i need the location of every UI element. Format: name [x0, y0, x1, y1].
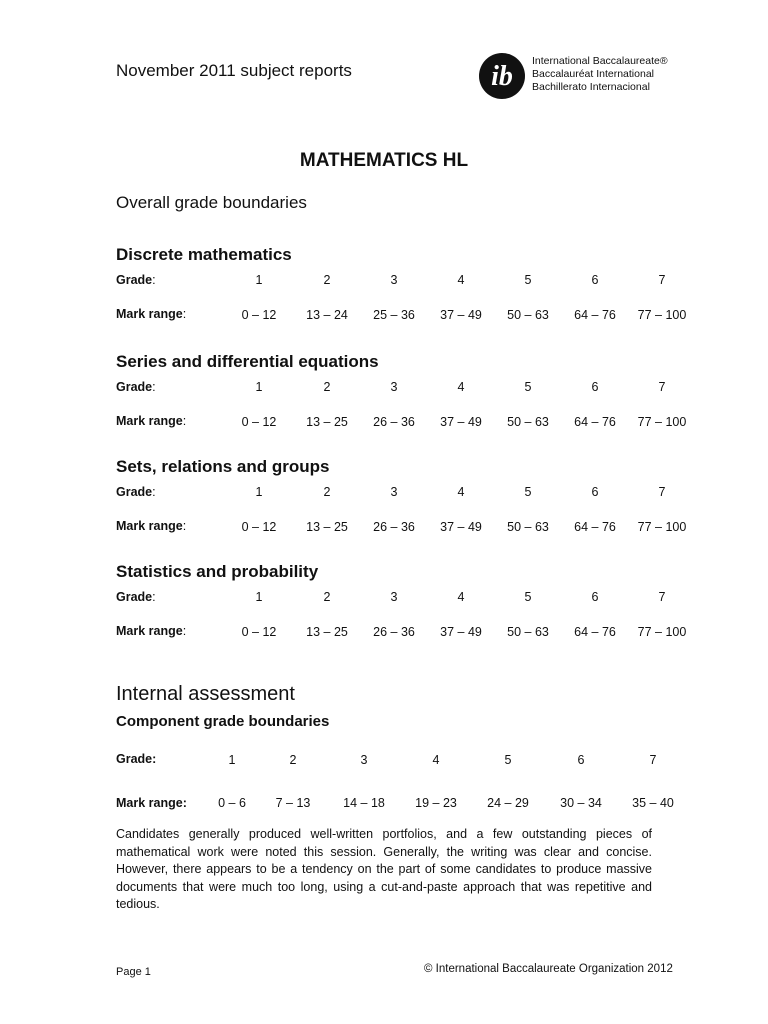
mark-row-label: Mark range: [116, 307, 187, 321]
mark-range-cell: 64 – 76 [574, 520, 616, 534]
mark-range-cell: 13 – 25 [306, 625, 348, 639]
grade-cell: 4 [457, 273, 465, 287]
mark-range-cell: 64 – 76 [574, 308, 616, 322]
grade-cell: 2 [323, 485, 331, 499]
ia-mark-range-cell: 24 – 29 [487, 796, 529, 810]
ib-logo [478, 52, 528, 102]
mark-label-text: Mark range [116, 307, 183, 321]
mark-range-cell: 0 – 12 [241, 415, 277, 429]
mark-range-cell: 0 – 12 [241, 308, 277, 322]
internal-assessment-heading: Internal assessment [116, 683, 295, 705]
grade-cell: 4 [457, 380, 465, 394]
ia-mark-range-cell: 7 – 13 [275, 796, 311, 810]
grade-label-text: Grade [116, 273, 153, 287]
grade-cell: 6 [591, 273, 599, 287]
mark-label-text: Mark range [116, 519, 183, 533]
ia-grade-cell: 4 [432, 753, 440, 767]
mark-range-cell: 64 – 76 [574, 625, 616, 639]
grade-cell: 7 [658, 590, 666, 604]
mark-range-cell: 13 – 24 [306, 308, 348, 322]
mark-range-cell: 25 – 36 [373, 308, 415, 322]
grade-cell: 1 [255, 380, 263, 394]
grade-cell: 2 [323, 273, 331, 287]
ia-grade-cell: 7 [649, 753, 657, 767]
ia-mark-range-cell: 0 – 6 [218, 796, 246, 810]
mark-range-cell: 26 – 36 [373, 625, 415, 639]
mark-range-cell: 77 – 100 [637, 625, 687, 639]
grade-cell: 7 [658, 273, 666, 287]
document-title: MATHEMATICS HL [299, 150, 469, 171]
grade-row-label: Grade: [116, 273, 156, 287]
section-title: Sets, relations and groups [116, 457, 330, 476]
ib-logo-mark: ib [491, 61, 513, 92]
mark-range-cell: 77 – 100 [637, 415, 687, 429]
overall-heading: Overall grade boundaries [116, 193, 307, 212]
grade-row-label: Grade: [116, 380, 156, 394]
mark-label-text: Mark range [116, 414, 183, 428]
grade-cell: 1 [255, 485, 263, 499]
grade-label-text: Grade [116, 485, 153, 499]
mark-range-cell: 77 – 100 [637, 308, 687, 322]
mark-range-cell: 37 – 49 [440, 308, 482, 322]
grade-cell: 1 [255, 590, 263, 604]
grade-cell: 7 [658, 380, 666, 394]
mark-range-cell: 26 – 36 [373, 520, 415, 534]
report-subtitle: November 2011 subject reports [116, 61, 352, 80]
logo-line-en: International Baccalaureate® [532, 55, 668, 67]
mark-range-cell: 50 – 63 [507, 520, 549, 534]
grade-cell: 5 [524, 273, 532, 287]
mark-range-cell: 77 – 100 [637, 520, 687, 534]
grade-cell: 3 [390, 485, 398, 499]
mark-row-label: Mark range: [116, 414, 187, 428]
ia-mark-range-cell: 35 – 40 [632, 796, 674, 810]
mark-range-cell: 0 – 12 [241, 625, 277, 639]
grade-cell: 4 [457, 485, 465, 499]
logo-line-fr: Baccalauréat International [532, 68, 654, 80]
mark-row-label: Mark range: [116, 519, 187, 533]
grade-row-label: Grade: [116, 590, 156, 604]
mark-range-cell: 0 – 12 [241, 520, 277, 534]
section-title: Discrete mathematics [116, 245, 292, 264]
page-number: Page 1 [116, 966, 151, 978]
grade-cell: 6 [591, 485, 599, 499]
mark-row-label: Mark range: [116, 624, 187, 638]
grade-cell: 6 [591, 380, 599, 394]
mark-range-cell: 50 – 63 [507, 308, 549, 322]
ia-mark-range-cell: 14 – 18 [343, 796, 385, 810]
ia-mark-label: Mark range: [116, 796, 187, 810]
mark-range-cell: 64 – 76 [574, 415, 616, 429]
ia-mark-range-cell: 19 – 23 [415, 796, 457, 810]
mark-label-text: Mark range [116, 624, 183, 638]
grade-cell: 7 [658, 485, 666, 499]
ia-grade-cell: 1 [228, 753, 236, 767]
grade-cell: 3 [390, 273, 398, 287]
mark-range-cell: 13 – 25 [306, 520, 348, 534]
grade-cell: 1 [255, 273, 263, 287]
mark-range-cell: 37 – 49 [440, 625, 482, 639]
grade-cell: 5 [524, 590, 532, 604]
ia-grade-cell: 5 [504, 753, 512, 767]
ia-mark-range-cell: 30 – 34 [560, 796, 602, 810]
mark-range-cell: 50 – 63 [507, 415, 549, 429]
logo-line-es: Bachillerato Internacional [532, 81, 650, 93]
mark-range-cell: 26 – 36 [373, 415, 415, 429]
grade-cell: 2 [323, 590, 331, 604]
grade-cell: 3 [390, 590, 398, 604]
grade-label-text: Grade [116, 590, 153, 604]
mark-range-cell: 13 – 25 [306, 415, 348, 429]
component-boundaries-heading: Component grade boundaries [116, 713, 330, 730]
mark-range-cell: 50 – 63 [507, 625, 549, 639]
copyright: © International Baccalaureate Organization 2012 [424, 963, 673, 975]
ia-grade-cell: 2 [289, 753, 297, 767]
grade-cell: 5 [524, 380, 532, 394]
mark-range-cell: 37 – 49 [440, 520, 482, 534]
ia-comment-paragraph: Candidates generally produced well-written portfolios, and a few outstanding pieces of mathematical work were noted this session. Generally, the writing was clear and concise. However, there appears to be a tendency on the part of some candidates to produce massive documents that were much too long, using a cut-and-paste approach that was repetitive and tedious. [116, 827, 652, 911]
ia-grade-cell: 6 [577, 753, 585, 767]
grade-cell: 4 [457, 590, 465, 604]
ia-grade-label: Grade: [116, 752, 157, 766]
grade-row-label: Grade: [116, 485, 156, 499]
grade-cell: 5 [524, 485, 532, 499]
section-title: Statistics and probability [116, 562, 319, 581]
ia-grade-cell: 3 [360, 753, 368, 767]
grade-cell: 2 [323, 380, 331, 394]
grade-cell: 6 [591, 590, 599, 604]
grade-cell: 3 [390, 380, 398, 394]
mark-range-cell: 37 – 49 [440, 415, 482, 429]
grade-label-text: Grade [116, 380, 153, 394]
section-title: Series and differential equations [116, 352, 379, 371]
ib-logo-text [532, 55, 668, 94]
